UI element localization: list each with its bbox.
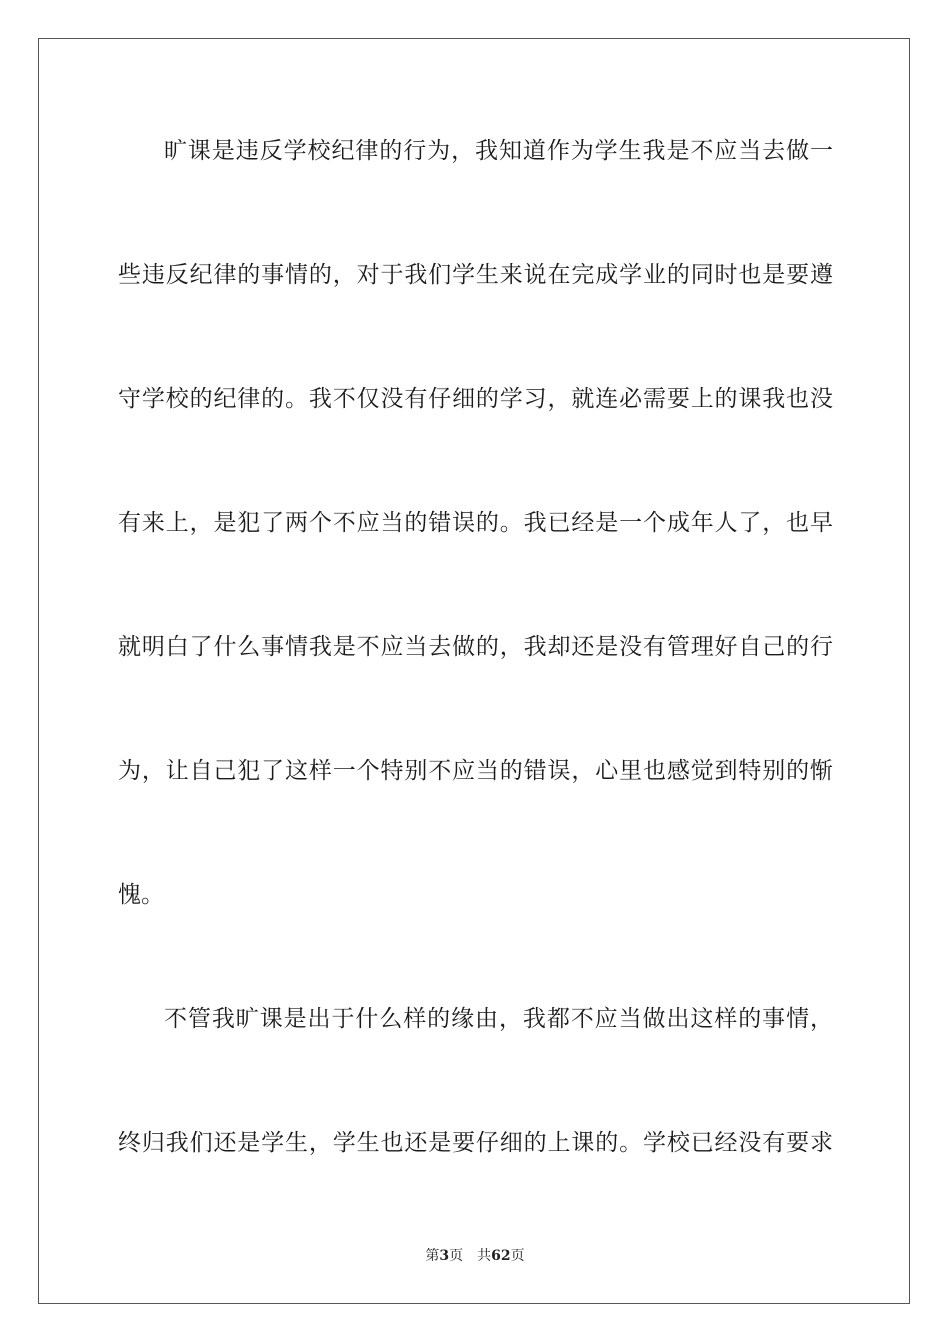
paragraph-1-line-6: 为，让自己犯了这样一个特别不应当的错误，心里也感觉到特别的惭 [118,758,833,784]
footer-page-number: 3 [439,1248,450,1264]
footer-page-prefix: 第 [425,1248,440,1264]
page-frame [38,38,910,1304]
footer-total-prefix: 共 [477,1248,492,1264]
paragraph-1-line-2: 些违反纪律的事情的，对于我们学生来说在完成学业的同时也是要遵 [118,262,833,288]
paragraph-2-line-2: 终归我们还是学生，学生也还是要仔细的上课的。学校已经没有要求 [118,1130,833,1156]
paragraph-2-line-1: 不管我旷课是出于什么样的缘由，我都不应当做出这样的事情， [164,1006,833,1032]
footer-page-suffix: 页 [449,1248,464,1264]
paragraph-1-line-4: 有来上，是犯了两个不应当的错误的。我已经是一个成年人了，也早 [118,510,833,536]
paragraph-1-line-5: 就明白了什么事情我是不应当去做的，我却还是没有管理好自己的行 [118,634,833,660]
paragraph-1-line-1: 旷课是违反学校纪律的行为，我知道作为学生我是不应当去做一 [164,138,833,164]
paragraph-1-line-3: 守学校的纪律的。我不仅没有仔细的学习，就连必需要上的课我也没 [118,386,833,412]
paragraph-1-line-7: 愧。 [118,882,164,908]
footer-total-suffix: 页 [510,1248,525,1264]
footer-total-pages: 62 [491,1248,511,1264]
page-footer [0,1246,950,1266]
